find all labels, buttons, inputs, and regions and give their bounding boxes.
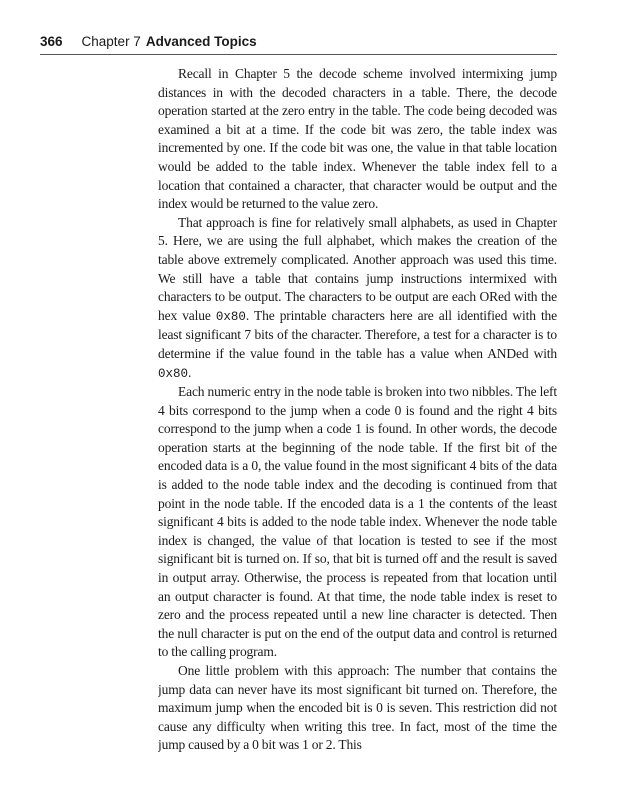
paragraph-2-text-c: . <box>188 364 192 380</box>
paragraph-2-text-b: . The printable characters here are all identified with the least significant 7 bits of the character. Therefore, a test for a character is to determine if the value found in the table has a value when ANDed with <box>158 307 557 361</box>
chapter-title: Advanced Topics <box>145 34 257 49</box>
body-text <box>158 65 557 777</box>
hex-value-code: 0x80 <box>215 309 246 324</box>
paragraph-4: One little problem with this approach: The number that contains the jump data can never have its most significant bit turned on. Therefore, the maximum jump when the encoded bit is 0 is seven. This restriction did not cause any difficulty when writing this tree. In fact, most of the time the jump caused by a 0 bit was 1 or 2. This <box>158 663 557 753</box>
and-mask-code: 0x80 <box>158 366 189 381</box>
paragraph-1: Recall in Chapter 5 the decode scheme involved intermixing jump distances in with the decoded characters in a table. There, the decode operation started at the zero entry in the table. The code being decoded was examined a bit at a time. If the code bit was zero, the table index was incremented by one. If the code bit was one, the value in that table location would be added to the table index. Whenever the table index fell to a location that contained a character, that character would be output and the index would be returned to the value zero. <box>158 66 557 212</box>
chapter-label: Chapter 7 <box>81 34 141 49</box>
header-divider <box>40 54 557 55</box>
running-header <box>40 33 557 51</box>
paragraph-2 <box>158 214 557 383</box>
paragraph-2-text-a: That approach is fine for relatively small alphabets, as used in Chapter 5. Here, we are using the full alphabet, which makes the creation of the table above extremely complicated. Another approach was used this time. We still have a table that contains jump instructions intermixed with characters to be output. The characters to be output are each ORed with the hex value <box>158 214 557 323</box>
page-number: 366 <box>40 34 63 49</box>
paragraph-3: Each numeric entry in the node table is broken into two nibbles. The left 4 bits correspond to the jump when a code 0 is found and the right 4 bits correspond to the jump when a code 1 is found. In other words, the decode operation starts at the beginning of the node table. If the first bit of the encoded data is a 0, the value found in the most significant 4 bits of the data is added to the node table index and the decoding is continued from that point in the node table. If the encoded data is a 1 the contents of the least significant 4 bits is added to the node table index. Whenever the node table index is changed, the value of that location is tested to see if the most significant bit is turned on. If so, that bit is turned off and the result is saved in output array. Otherwise, the process is repeated from that location until an output character is found. At that time, the node table index is reset to zero and the process repeated until a new line character is detected. Then the null character is put on the end of the output data and control is returned to the calling program. <box>158 384 557 660</box>
